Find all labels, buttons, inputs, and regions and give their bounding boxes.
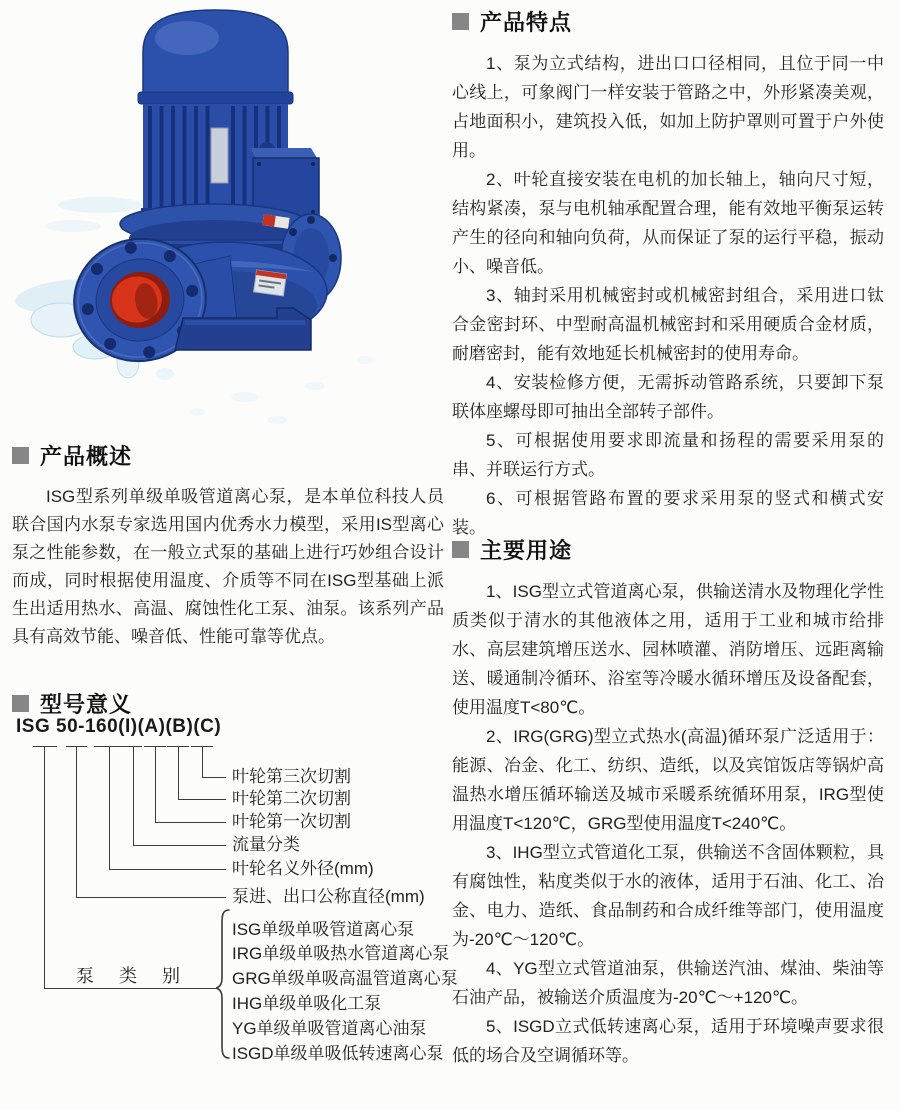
diagram-line — [178, 746, 179, 799]
features-header — [452, 6, 884, 37]
diagram-line — [155, 822, 226, 823]
feature-item: 4、安装检修方便，无需拆动管路系统，只要卸下泵联体座螺母即可抽出全部转子部件。 — [452, 373, 884, 421]
section-uses — [452, 534, 884, 1070]
uses-title: 主要用途 — [480, 538, 573, 563]
section-bullet-icon — [452, 13, 469, 30]
model-title: 型号意义 — [40, 692, 133, 717]
category-item-ihg: IHG单级单吸化工泵 — [232, 994, 382, 1013]
section-bullet-icon — [12, 695, 29, 712]
diagram-line — [155, 746, 156, 822]
diagram-line — [44, 988, 216, 989]
diagram-line — [133, 845, 226, 846]
callout-impeller-third-cut: 叶轮第三次切割 — [232, 767, 351, 786]
use-item: 2、IRG(GRG)型立式热水(高温)循环泵广泛适用于：能源、冶金、化工、纺织、造纸，以及宾馆饭店等锅炉高温热水增压循环输送及城市采暖系统循环用泵，IRG型使用温度T<120℃，GRG型使用温度T<240℃。 — [452, 727, 884, 833]
pump-photo — [15, 0, 435, 435]
diagram-line — [76, 746, 77, 897]
callout-flow-class: 流量分类 — [232, 835, 300, 854]
diagram-line — [109, 746, 110, 869]
diagram-line — [109, 869, 226, 870]
diagram-line — [202, 746, 203, 777]
model-header — [12, 688, 132, 719]
callout-impeller-diameter: 叶轮名义外径(mm) — [232, 859, 374, 878]
diagram-line — [44, 746, 45, 988]
use-item: 3、IHG型立式管道化工泵，供输送不含固体颗粒，具有腐蚀性，粘度类似于水的液体，适用于石油、化工、冶金、电力、造纸、食品制药和合成纤维等部门，使用温度为-20℃～120℃。 — [452, 843, 884, 949]
section-model-meaning — [12, 688, 458, 1078]
use-item: 1、ISG型立式管道离心泵，供输送清水及物理化学性质类似于清水的其他液体之用，适用于工业和城市给排水、高层建筑增压送水、园林喷灌、消防增压、远距离输送、暖通制冷循环、浴室等冷暖水循环增压及设备配套，使用温度T<80℃。 — [452, 582, 884, 717]
diagram-line — [202, 777, 226, 778]
diagram-line — [133, 746, 134, 845]
diagram-line — [33, 746, 57, 747]
features-title: 产品特点 — [480, 10, 573, 35]
use-item: 5、ISGD立式低转速离心泵，适用于环境噪声要求很低的场合及空调循环等。 — [452, 1017, 884, 1065]
section-features — [452, 6, 884, 542]
section-overview — [12, 440, 444, 651]
section-bullet-icon — [12, 447, 29, 464]
overview-title: 产品概述 — [40, 444, 133, 469]
category-item-yg: YG单级单吸管道离心油泵 — [232, 1019, 427, 1038]
uses-header — [452, 534, 884, 565]
feature-item: 1、泵为立式结构，进出口口径相同，且位于同一中心线上，可象阀门一样安装于管路之中，外形紧凑美观，占地面积小，建筑投入低，如加上防护罩则可置于户外使用。 — [452, 54, 884, 160]
feature-item: 2、叶轮直接安装在电机的加长轴上，轴向尺寸短，结构紧凑，泵与电机轴承配置合理，能有效地平衡泵运转产生的径向和轴向负荷，从而保证了泵的运行平稳，振动小、噪音低。 — [452, 170, 884, 276]
diagram-line — [178, 799, 226, 800]
section-bullet-icon — [452, 541, 469, 558]
overview-header — [12, 440, 444, 471]
callout-impeller-second-cut: 叶轮第二次切割 — [232, 789, 351, 808]
category-item-grg: GRG单级单吸高温管道离心泵 — [232, 969, 458, 988]
model-code: ISG 50-160(I)(A)(B)(C) — [16, 716, 222, 737]
diagram-line — [76, 897, 226, 898]
callout-port-diameter: 泵进、出口公称直径(mm) — [232, 887, 425, 906]
motor-nameplate — [211, 128, 228, 183]
feature-item: 3、轴封采用机械密封或机械密封组合，采用进口钛合金密封环、中型耐高温机械密封和采用硬质合金材质，耐磨密封，能有效地延长机械密封的使用寿命。 — [452, 286, 884, 363]
category-item-isg: ISG单级单吸管道离心泵 — [232, 920, 415, 939]
overview-body: ISG型系列单级单吸管道离心泵，是本单位科技人员联合国内水泵专家选用国内优秀水力模型，采用IS型离心泵之性能参数，在一般立式泵的基础上进行巧妙组合设计而成，同时根据使用温度、介质等不同在ISG型基础上派生出适用热水、高温、腐蚀性化工泵、油泵。该系列产品具有高效节能、噪音低、性能可靠等优点。 — [12, 487, 444, 646]
use-item: 4、YG型立式管道油泵，供输送汽油、煤油、柴油等石油产品，被输送介质温度为-20℃～+120℃。 — [452, 959, 884, 1007]
callout-impeller-first-cut: 叶轮第一次切割 — [232, 812, 351, 831]
category-brace — [216, 908, 230, 1060]
feature-item: 5、可根据使用要求即流量和扬程的需要采用泵的串、并联运行方式。 — [452, 431, 884, 479]
category-item-isgd: ISGD单级单吸低转速离心泵 — [232, 1044, 444, 1063]
category-item-irg: IRG单级单吸热水管道离心泵 — [232, 944, 450, 963]
pump-illustration — [15, 0, 435, 435]
motor-dome — [138, 10, 293, 104]
pump-category-label: 泵 类 别 — [76, 966, 191, 986]
feature-item: 6、可根据管路布置的要求采用泵的竖式和横式安装。 — [452, 489, 884, 537]
